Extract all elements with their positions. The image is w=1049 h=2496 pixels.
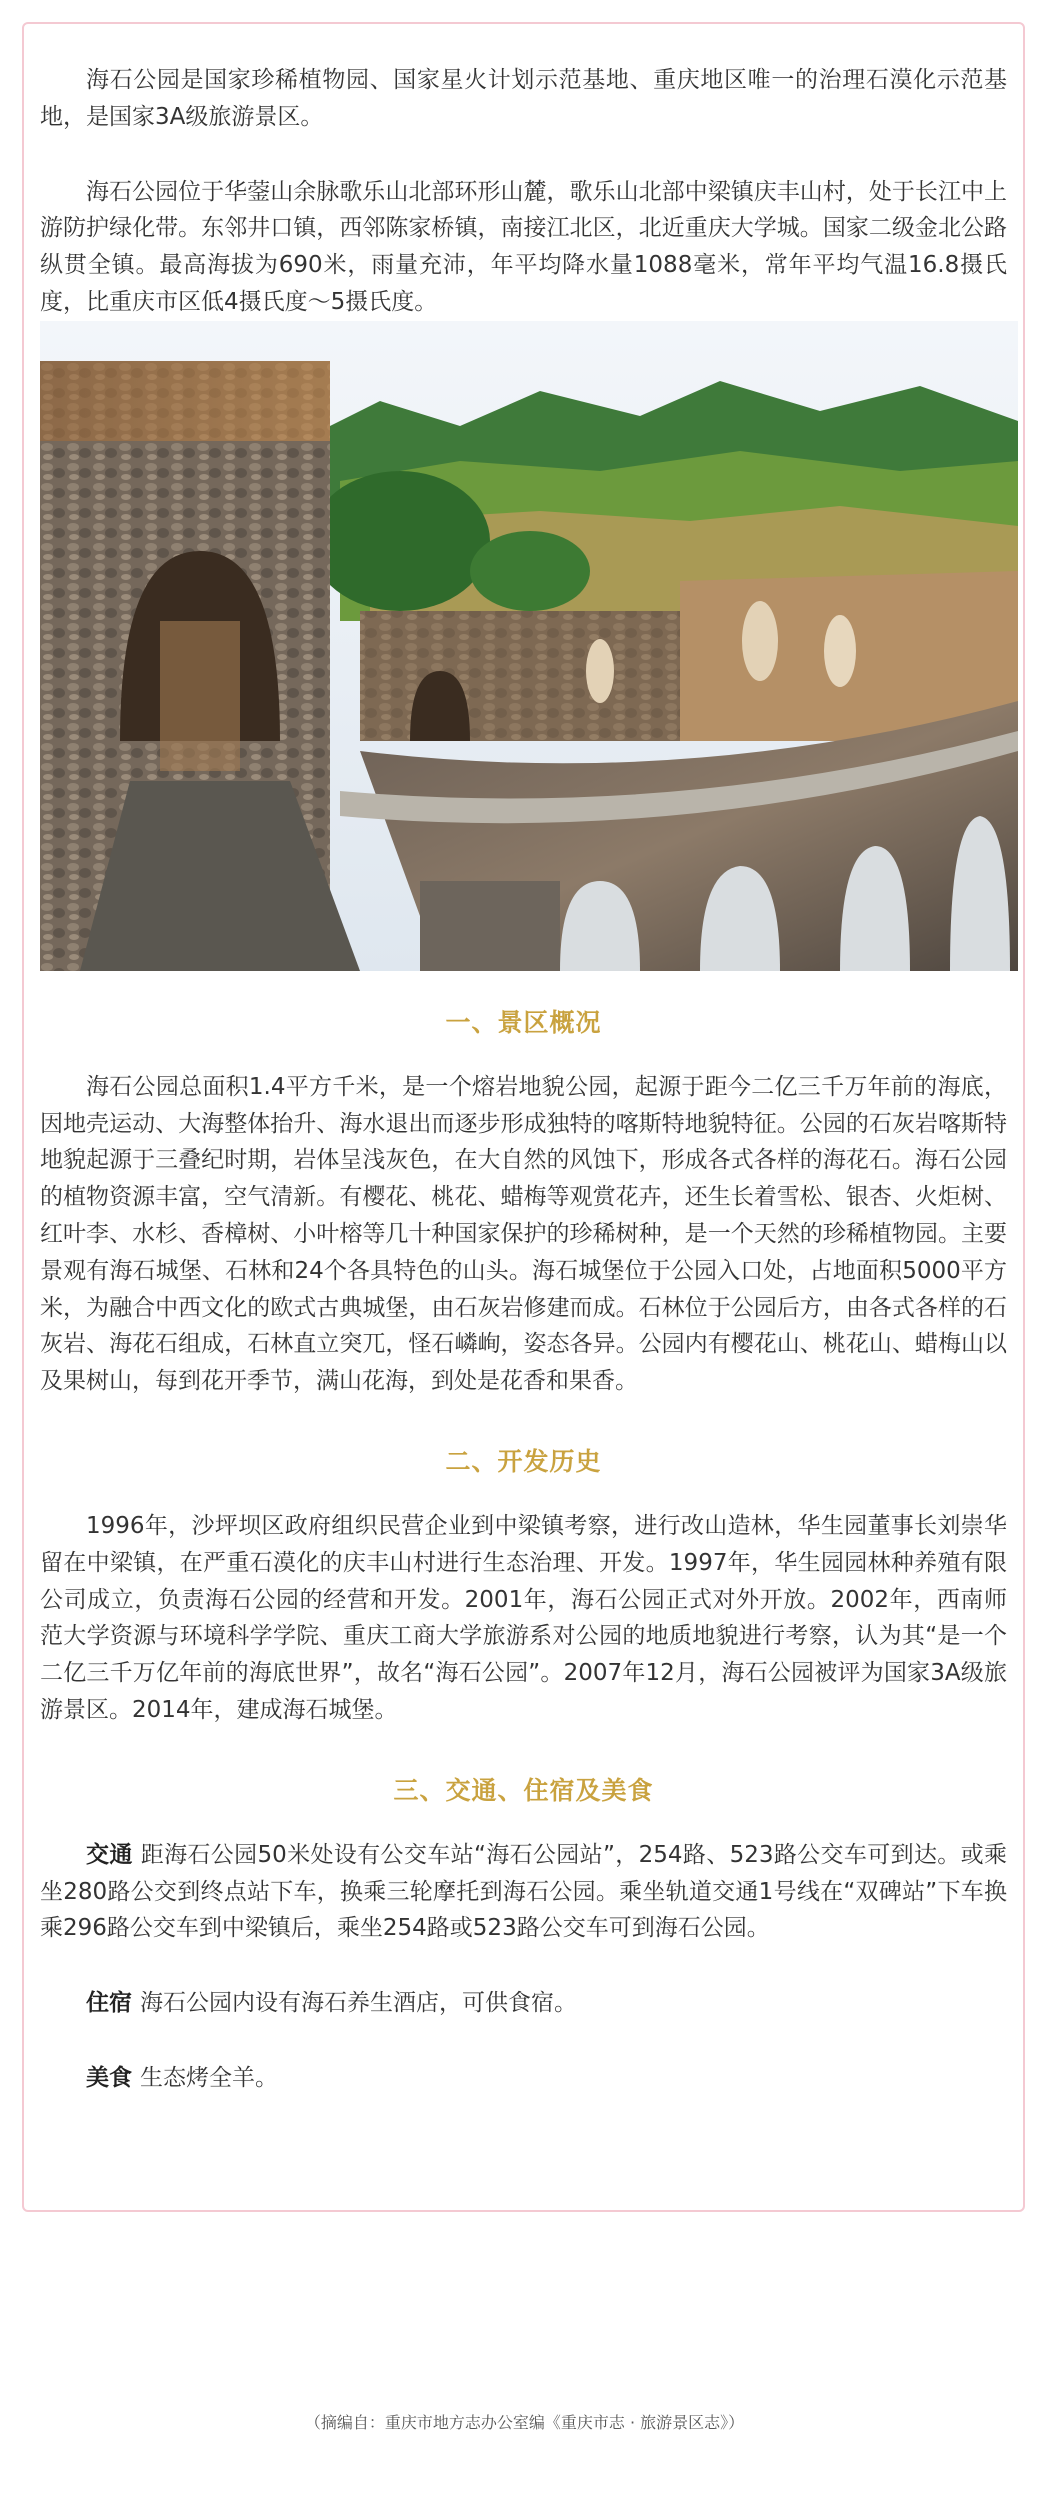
lodging-text: 海石公园内设有海石养生酒店，可供食宿。 — [140, 1990, 577, 2017]
article-card — [22, 22, 1025, 2212]
section-heading-overview: 一、景区概况 — [445, 1007, 602, 1037]
food-label: 美食 — [86, 2064, 132, 2091]
history-paragraph: 1996年，沙坪坝区政府组织民营企业到中梁镇考察，进行改山造林，华生园董事长刘崇华留在中梁镇，在严重石漠化的庆丰山村进行生态治理、开发。1997年，华生园园林种养殖有限公司成立，负责海石公园的经营和开发。2001年，海石公园正式对外开放。2002年，西南师范大学资源与环境科学学院、重庆工商大学旅游系对公园的地质地貌进行考察，认为其“是一个二亿三千万亿年前的海底世界”，故名“海石公园”。2007年12月，海石公园被评为国家3A级旅游景区。2014年，建成海石城堡。 — [40, 1512, 1007, 1723]
source-citation: （摘编自：重庆市地方志办公室编《重庆市志 · 旅游景区志》） — [304, 2413, 745, 2432]
food-text: 生态烤全羊。 — [140, 2064, 278, 2091]
lodging-paragraph — [40, 1985, 1007, 2022]
transport-text: 距海石公园50米处设有公交车站“海石公园站”，254路、523路公交车可到达。或乘坐280路公交到终点站下车，换乘三轮摩托到海石公园。乘坐轨道交通1号线在“双碑站”下车换乘296路公交车到中梁镇后，乘坐254路或523路公交车可到海石公园。 — [40, 1841, 1008, 1942]
castle-photo — [40, 321, 1018, 971]
transport-label: 交通 — [86, 1841, 133, 1868]
overview-paragraph: 海石公园总面积1.4平方千米，是一个熔岩地貌公园，起源于距今二亿三千万年前的海底，因地壳运动、大海整体抬升、海水退出而逐步形成独特的喀斯特地貌特征。公园的石灰岩喀斯特地貌起源于三叠纪时期，岩体呈浅灰色，在大自然的风蚀下，形成各式各样的海花石。海石公园的植物资源丰富，空气清新。有樱花、桃花、蜡梅等观赏花卉，还生长着雪松、银杏、火炬树、红叶李、水杉、香樟树、小叶榕等几十种国家保护的珍稀树种，是一个天然的珍稀植物园。主要景观有海石城堡、石林和24个各具特色的山头。海石城堡位于公园入口处，占地面积5000平方米，为融合中西文化的欧式古典城堡，由石灰岩修建而成。石林位于公园后方，由各式各样的石灰岩、海花石组成，石林直立突兀，怪石嶙峋，姿态各异。公园内有樱花山、桃花山、蜡梅山以及果树山，每到花开季节，满山花海，到处是花香和果香。 — [40, 1073, 1007, 1395]
food-paragraph — [40, 2060, 1007, 2097]
section-heading-travel: 三、交通、住宿及美食 — [393, 1775, 654, 1805]
section-heading-history: 二、开发历史 — [445, 1446, 602, 1476]
intro-paragraph-2: 海石公园位于华蓥山余脉歌乐山北部环形山麓，歌乐山北部中梁镇庆丰山村，处于长江中上游防护绿化带。东邻井口镇，西邻陈家桥镇，南接江北区，北近重庆大学城。国家二级金北公路纵贯全镇。最高海拔为690米，雨量充沛，年平均降水量1088毫米，常年平均气温16.8摄氏度，比重庆市区低4摄氏度～5摄氏度。 — [40, 178, 1007, 315]
lodging-label: 住宿 — [86, 1990, 132, 2017]
intro-paragraph-1: 海石公园是国家珍稀植物园、国家星火计划示范基地、重庆地区唯一的治理石漠化示范基地，是国家3A级旅游景区。 — [40, 67, 1007, 130]
transport-paragraph — [40, 1837, 1007, 1947]
